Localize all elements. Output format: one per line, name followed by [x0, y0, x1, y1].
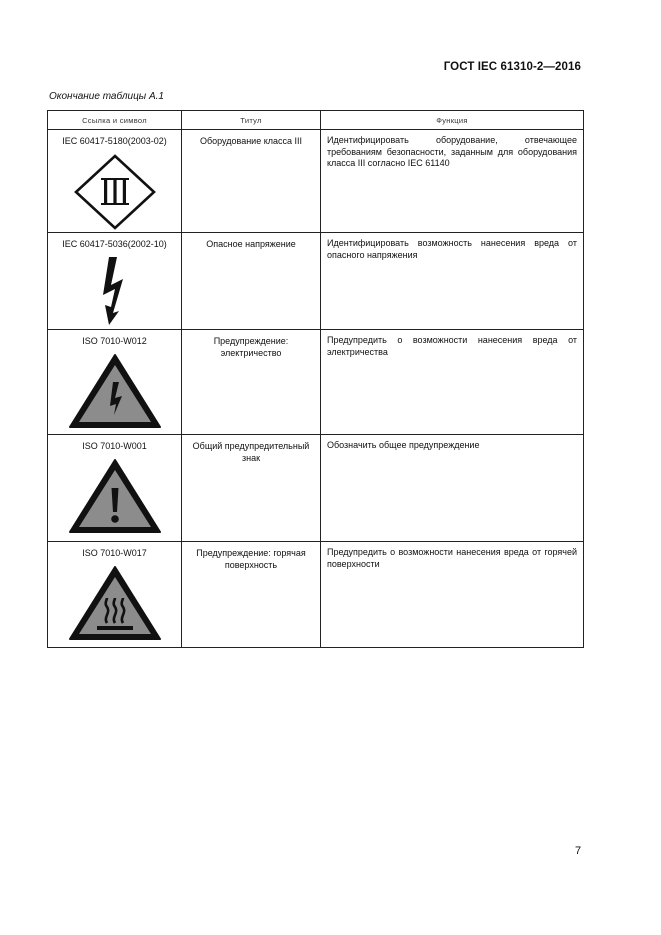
function-cell: Обозначить общее предупреждение: [321, 435, 584, 542]
reference-text: ISO 7010-W012: [82, 336, 147, 346]
column-header-reference: Ссылка и символ: [48, 111, 182, 130]
reference-cell: [48, 130, 182, 233]
symbols-table: [47, 110, 584, 648]
title-cell: Оборудование класса III: [182, 130, 321, 233]
reference-text: ISO 7010-W001: [82, 441, 147, 451]
table-row: [48, 330, 584, 435]
page-number: 7: [575, 845, 582, 857]
column-header-title: Титул: [182, 111, 321, 130]
column-header-function: Функция: [321, 111, 584, 130]
table-row: [48, 130, 584, 233]
title-cell: Предупреждение: электричество: [182, 330, 321, 435]
reference-text: ISO 7010-W017: [82, 548, 147, 558]
class-iii-diamond-icon: [70, 152, 160, 232]
table-row: [48, 435, 584, 542]
function-cell: Идентифицировать оборудование, отвечающее требованиям безопасности, заданным для оборудования класса III согласно IEC 61140: [321, 130, 584, 233]
table-caption: Окончание таблицы А.1: [49, 91, 164, 102]
electricity-warning-icon: [67, 352, 163, 430]
general-warning-icon: [67, 457, 163, 535]
reference-cell: [48, 542, 182, 648]
reference-cell: [48, 233, 182, 330]
table-header-row: [48, 111, 584, 130]
title-cell: Общий предупредительный знак: [182, 435, 321, 542]
hot-surface-warning-icon: [67, 564, 163, 642]
function-cell: Предупредить о возможности нанесения вреда от электричества: [321, 330, 584, 435]
lightning-bolt-icon: [95, 255, 135, 327]
reference-text: IEC 60417-5180(2003-02): [62, 136, 167, 146]
reference-cell: [48, 435, 182, 542]
function-cell: Идентифицировать возможность нанесения вреда от опасного напряжения: [321, 233, 584, 330]
document-id: ГОСТ IEC 61310-2—2016: [443, 61, 581, 73]
table-row: [48, 542, 584, 648]
function-cell: Предупредить о возможности нанесения вреда от горячей поверхности: [321, 542, 584, 648]
table-row: [48, 233, 584, 330]
title-cell: Предупреждение: горячая поверхность: [182, 542, 321, 648]
title-cell: Опасное напряжение: [182, 233, 321, 330]
reference-cell: [48, 330, 182, 435]
reference-text: IEC 60417-5036(2002-10): [62, 239, 167, 249]
